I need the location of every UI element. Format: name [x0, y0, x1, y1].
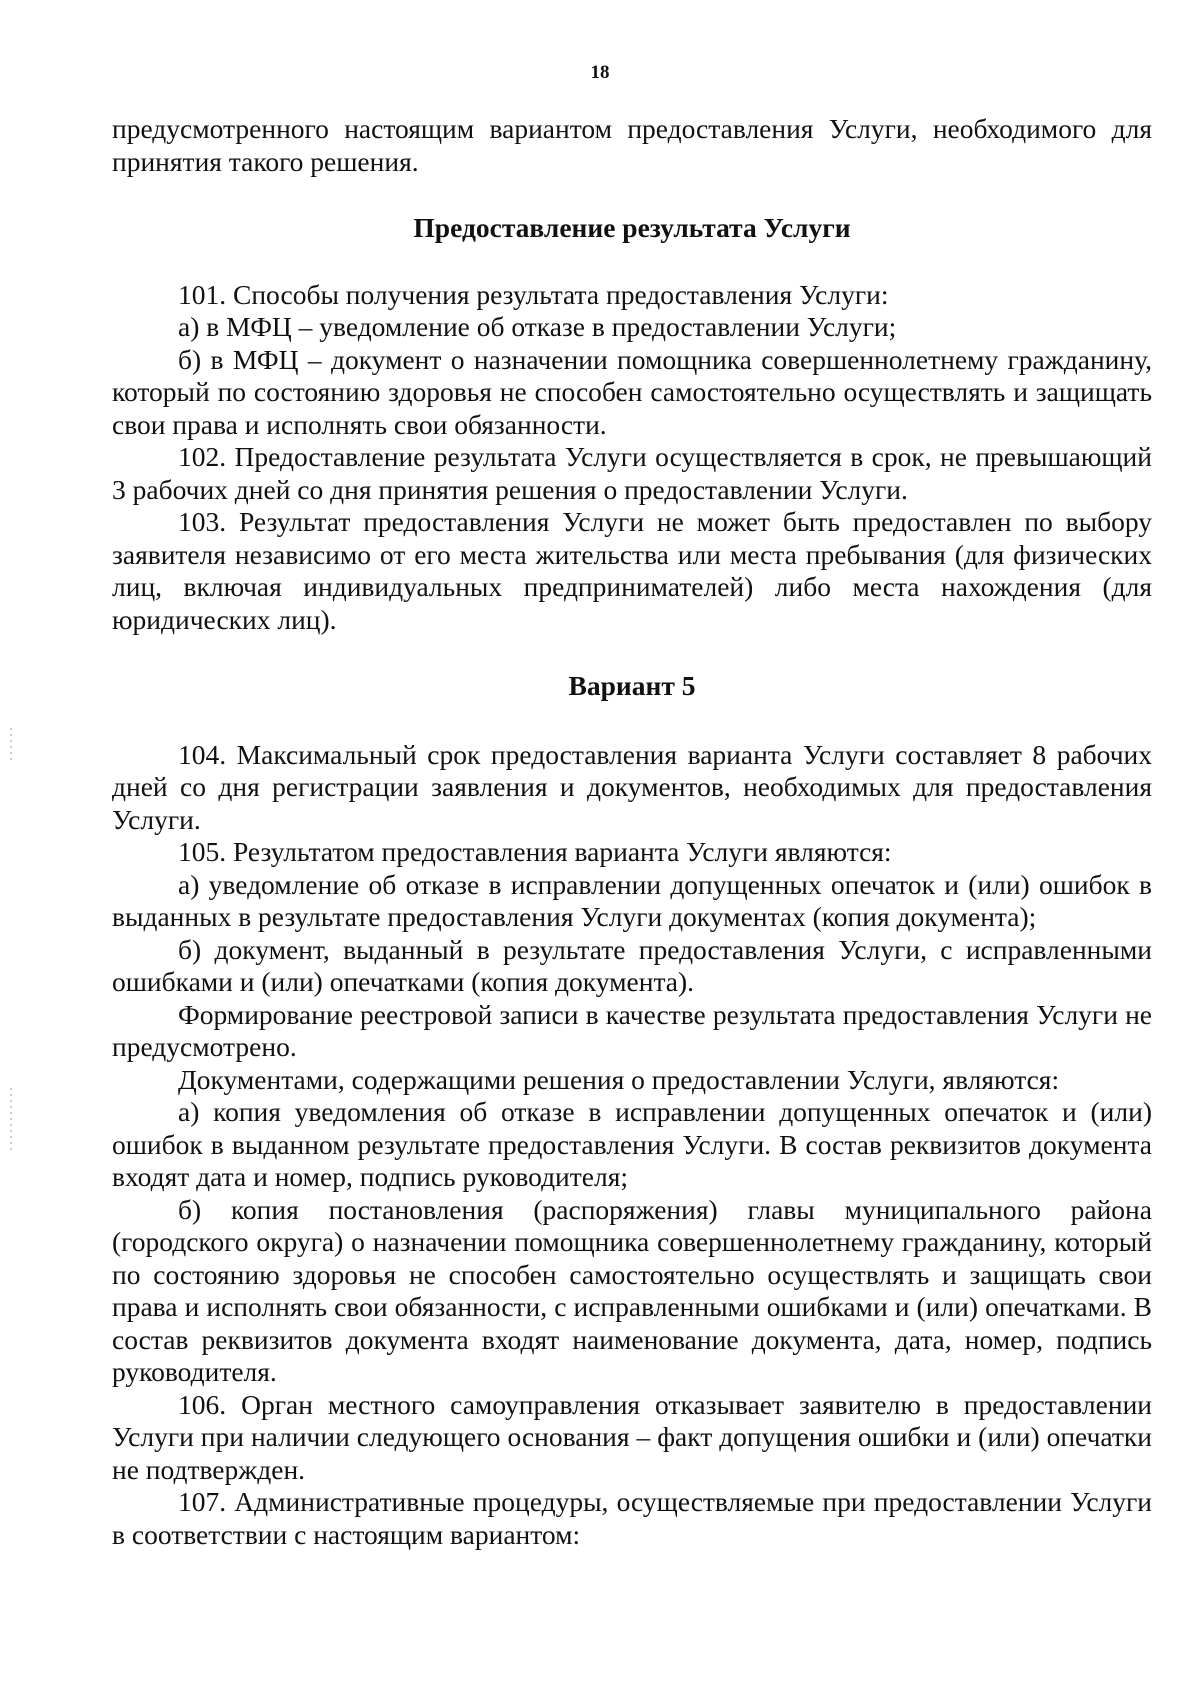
paragraph-106: 106. Орган местного самоуправления отказывает заявителю в предоставлении Услуги при наличии следующего основания – факт допущения ошибки и (или) опечатки не подтвержден.: [112, 1388, 1152, 1485]
paragraph-101-a: а) в МФЦ – уведомление об отказе в предоставлении Услуги;: [178, 311, 897, 342]
section-heading-variant-5: Вариант 5: [568, 670, 696, 701]
page-number: 18: [590, 62, 610, 83]
paragraph-registry-record: Формирование реестровой записи в качестве результата предоставления Услуги не предусмотрено.: [112, 998, 1152, 1062]
paragraph-105-a: а) уведомление об отказе в исправлении допущенных опечаток и (или) ошибок в выданных в результате предоставления Услуги документах (копия документа);: [112, 868, 1152, 932]
section-heading-result: Предоставление результата Услуги: [413, 212, 851, 243]
paragraph-decision-documents-a: а) копия уведомления об отказе в исправлении допущенных опечаток и (или) ошибок в выданном результате предоставления Услуги. В состав реквизитов документа входят дата и номер, подпись руководителя;: [112, 1096, 1152, 1192]
paragraph-104: 104. Максимальный срок предоставления варианта Услуги составляет 8 рабочих дней со дня регистрации заявления и документов, необходимых для предоставления Услуги.: [112, 738, 1152, 835]
paragraph-101-b: б) в МФЦ – документ о назначении помощника совершеннолетнему гражданину, который по состоянию здоровья не способен самостоятельно осуществлять и защищать свои права и исполнять свои обязанности.: [112, 343, 1152, 440]
paragraph-103: 103. Результат предоставления Услуги не может быть предоставлен по выбору заявителя независимо от его места жительства или места пребывания (для физических лиц, включая индивидуальных предпринимателей) либо места нахождения (для юридических лиц).: [112, 506, 1152, 635]
scan-artifact-mark: [10, 728, 12, 762]
paragraph-continuation: предусмотренного настоящим вариантом предоставления Услуги, необходимого для принятия такого решения.: [112, 113, 1152, 177]
paragraph-105: 105. Результатом предоставления варианта Услуги являются:: [178, 836, 892, 867]
paragraph-101: 101. Способы получения результата предоставления Услуги:: [178, 278, 889, 310]
paragraph-decision-documents: Документами, содержащими решения о предоставлении Услуги, являются:: [178, 1063, 1060, 1095]
document-body: [112, 113, 1152, 1551]
paragraph-decision-documents-b: б) копия постановления (распоряжения) главы муниципального района (городского округа) о назначении помощника совершеннолетнему гражданину, который по состоянию здоровья не способен самостоятельно осуществлять и защищать свои права и исполнять свои обязанности, с исправленными ошибками и (или) опечатками. В состав реквизитов документа входят наименование документа, дата, номер, подпись руководителя.: [112, 1193, 1152, 1387]
scan-artifact-mark: [10, 1088, 12, 1152]
paragraph-107: 107. Административные процедуры, осуществляемые при предоставлении Услуги в соответствии с настоящим вариантом:: [112, 1486, 1152, 1550]
paragraph-102: 102. Предоставление результата Услуги осуществляется в срок, не превышающий 3 рабочих дней со дня принятия решения о предоставлении Услуги.: [112, 441, 1152, 505]
paragraph-105-b: б) документ, выданный в результате предоставления Услуги, с исправленными ошибками и (или) опечатками (копия документа).: [112, 933, 1152, 997]
